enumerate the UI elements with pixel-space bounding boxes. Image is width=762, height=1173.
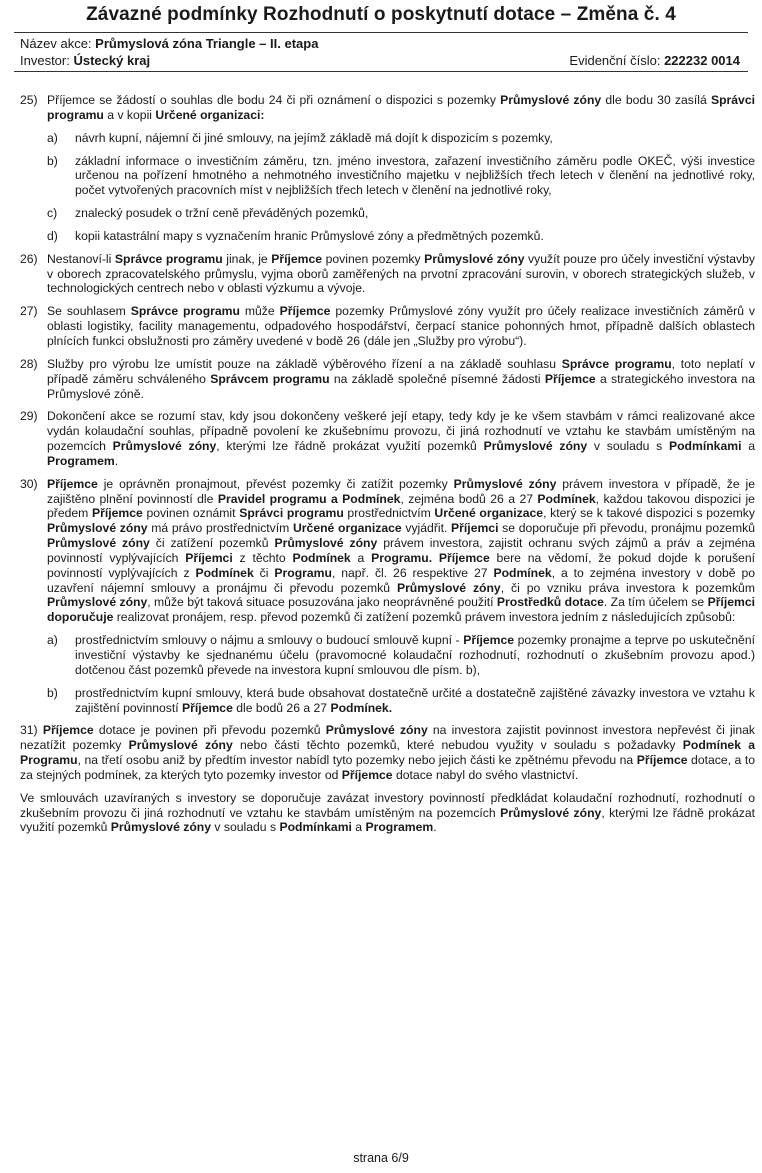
- document-title: Závazné podmínky Rozhodnutí o poskytnutí dotace – Změna č. 4: [86, 4, 676, 25]
- clause-text: [47, 477, 755, 625]
- run-bold: Průmyslové zóny: [47, 595, 148, 610]
- clause-number: 28): [20, 356, 38, 371]
- run-bold: Příjemci doporučuje: [47, 595, 755, 625]
- run-text: z těchto: [232, 550, 293, 565]
- clause-text: a strategického investora na Průmyslové zóně.: [47, 371, 755, 401]
- run-text: , na třetí osobu aniž by předtím investor nabídl tyto pozemky nebo jejich části ke zpětnému převodu na: [77, 753, 637, 768]
- clause-bold: Správce programu: [114, 251, 223, 266]
- clause-text: Dokončení akce se rozumí stav, kdy jsou dokončeny veškeré její etapy, tedy kdy je ke všem stavbám v rámci realizované akce vydán kolaudační souhlas, případně povolení ke zkušebnímu provozu, či jiná rozhodnutí ve vztahu ke stavbám umístěným na pozemcích: [47, 409, 755, 454]
- clause-bold: Podmínkami: [668, 439, 742, 454]
- run-text: má právo prostřednictvím: [147, 521, 293, 536]
- clause-text: a v kopii: [103, 107, 156, 122]
- item-text: základní informace o investičním záměru, tzn. jméno investora, zařazení investičního záměru podle OKEČ, výši investice určenou na pořízení hmotného a nehmotného investičního majetku v nejbližších třech letech v členění na jednotlivé roky, počet vytvořených pracovních míst v nejbližších třech letech v členění na jednotlivé roky,: [75, 153, 755, 198]
- item-text: prostřednictvím smlouvy o nájmu a smlouvy o budoucí smlouvě kupní -: [75, 633, 464, 648]
- run-text: prostřednictvím: [343, 506, 435, 521]
- clause-25-item-a: [20, 131, 755, 146]
- clause-bold: Správci programu: [47, 93, 755, 122]
- clause-text: , kterými lze řádně prokázat využití pozemků: [216, 439, 484, 454]
- clause-number: 29): [20, 409, 38, 424]
- run-text: realizovat pronájem, resp. převod pozemků či zatížení pozemků právem investora jedním z následujících způsobů:: [113, 610, 736, 625]
- evidence-label: Evidenční číslo:: [569, 53, 661, 68]
- run-bold: Podmínek: [195, 565, 254, 580]
- run-bold: Příjemce: [341, 767, 393, 782]
- closing-text: [20, 791, 755, 835]
- clause-text: Služby pro výrobu lze umístit pouze na základě výběrového řízení a na základě souhlasu: [47, 356, 562, 371]
- clause-number: 25): [20, 93, 38, 107]
- item-text: kopii katastrální mapy s vyznačením hranic Průmyslové zóny a předmětných pozemků.: [75, 228, 544, 243]
- clause-29: [20, 409, 755, 468]
- run-bold: Příjemci: [185, 550, 233, 565]
- clause-30-item-b: [20, 686, 755, 716]
- clause-bold: Správce programu: [130, 304, 240, 319]
- clause-number: 31): [20, 723, 38, 738]
- evidence-number: [569, 53, 740, 68]
- run-text: dotace, a to za stejných podmínek, za kterých tyto pozemky investor od: [20, 753, 755, 782]
- run-bold: Určené organizace: [293, 521, 402, 536]
- run-bold: Programu: [274, 565, 332, 580]
- clause-number: 30): [20, 476, 38, 491]
- clause-text: Se souhlasem: [47, 304, 131, 319]
- run-bold: Programem: [365, 820, 434, 835]
- run-bold: Průmyslové zóny: [396, 580, 501, 595]
- run-bold: Průmyslové zóny: [453, 476, 557, 491]
- clause-text: využít pouze pro účely investiční výstavby v oborech zpracovatelského průmyslu, vyjma oborů zaměřených na prvotní zpracování surovin, v oborech strategických služeb, v technologických centrech nebo v oblasti výzkumu a vývoje.: [47, 251, 755, 296]
- clause-text: , toto neplatí v případě záměru schváleného: [47, 356, 755, 386]
- clause-text: může: [239, 304, 280, 319]
- run-bold: Příjemce: [92, 506, 143, 521]
- run-bold: Průmyslové zóny: [110, 820, 212, 835]
- clause-bold: Správce programu: [561, 356, 672, 371]
- run-text: vyjádřit.: [401, 521, 452, 536]
- closing-paragraph: [20, 791, 755, 836]
- run-text: a: [351, 820, 366, 835]
- run-text: , zejména bodů 26 a 27: [400, 491, 538, 506]
- run-bold: Podmínek: [493, 565, 552, 580]
- run-text: , či po vzniku práva investora k pozemkům: [500, 580, 755, 595]
- run-bold: Podmínek a Programu: [20, 738, 756, 768]
- run-text: či zatížení pozemků: [149, 536, 275, 551]
- item-text: návrh kupní, nájemní či jiné smlouvy, na jejímž základě má dojít k dispozicím s pozemky,: [75, 130, 553, 145]
- clause-31: [20, 723, 755, 782]
- investor-row: [20, 53, 740, 68]
- run-text: a: [350, 550, 372, 565]
- clause-number: 26): [20, 251, 38, 266]
- item-label: b): [47, 685, 58, 700]
- run-text: právem investora, zajistit ochranu svých zájmů a práv a zejména povinností vyplývajících: [47, 536, 755, 565]
- clause-text: Nestanoví-li: [47, 251, 115, 266]
- clause-25: [20, 93, 755, 123]
- run-bold: Programu. Příjemce: [371, 550, 490, 565]
- run-bold: Příjemci: [451, 521, 499, 536]
- run-bold: Správci programu: [239, 506, 344, 521]
- item-label: c): [47, 206, 58, 221]
- run-text: .: [433, 820, 437, 835]
- run-text: v souladu s: [211, 820, 280, 835]
- clause-25-item-b: [20, 154, 755, 199]
- clause-bold: Příjemce: [271, 251, 323, 266]
- run-text: bere na vědomí, že pokud dojde k porušení povinností vyplývajících z: [47, 550, 755, 580]
- item-text: dle bodů 26 a 27: [232, 700, 331, 715]
- run-bold: Pravidel programu a Podmínek: [217, 491, 401, 506]
- investor-label: Investor:: [20, 53, 70, 68]
- clause-28: [20, 357, 755, 402]
- clause-bold: Příjemce: [544, 371, 596, 386]
- item-label: d): [47, 228, 58, 243]
- run-text: , může být taková situace posuzována jako neoprávněné použití: [147, 595, 497, 610]
- item-label: b): [47, 153, 58, 168]
- clause-text: a: [741, 439, 755, 454]
- run-bold: Průmyslové zóny: [128, 738, 233, 753]
- run-bold: Průmyslové zóny: [274, 536, 378, 551]
- run-bold: Příjemce: [636, 753, 688, 768]
- run-text: , kterými lze řádně prokázat využití pozemků: [20, 805, 755, 835]
- run-text: dotace je povinen při převodu pozemků: [93, 723, 326, 738]
- clause-30: [20, 477, 755, 625]
- run-text: Ve smlouvách uzavíraných s investory se doporučuje zavázat investory povinností předkládat kolaudační rozhodnutí, rozhodnutí o zkušebním provozu či jiná rozhodnutí ve vztahu ke stavbám umístěným na pozemcích: [20, 790, 755, 820]
- clause-bold: Příjemce: [279, 304, 331, 319]
- run-text: nebo části těchto pozemků, které nebudou využity v souladu s požadavky: [232, 738, 683, 753]
- run-bold: Podmínek: [537, 491, 596, 506]
- clause-25-item-c: [20, 206, 755, 221]
- item-bold: Podmínek.: [330, 700, 393, 715]
- clause-bold: Programem: [47, 453, 115, 468]
- run-text: , a to zejména investory v době po uzavření nájemní smlouvy a pronájmu či převodu pozemků: [47, 565, 755, 595]
- clause-bold: Správcem programu: [210, 371, 330, 386]
- clause-bold: Průmyslové zóny: [112, 439, 217, 454]
- run-text: , který se k takové dispozici s pozemky: [543, 506, 755, 521]
- document-body: [20, 93, 755, 843]
- run-text: či: [253, 565, 275, 580]
- action-row: [20, 36, 740, 51]
- item-label: a): [47, 633, 58, 648]
- item-text: prostřednictvím kupní smlouvy, která bude obsahovat dostatečně určité a dostatečně zajištěné závazky investora ve vztahu k zajištění povinností: [75, 685, 755, 715]
- clause-text: Příjemce se žádostí o souhlas dle bodu 24 či při oznámení o dispozici s pozemky: [47, 93, 501, 107]
- run-bold: Podmínkami: [279, 820, 352, 835]
- run-bold: Průmyslové zóny: [325, 723, 428, 738]
- clause-26: [20, 252, 755, 297]
- clause-bold: Průmyslové zóny: [500, 93, 602, 107]
- item-label: a): [47, 130, 58, 145]
- action-value: Průmyslová zóna Triangle – II. etapa: [95, 36, 319, 51]
- run-text: právem investora v případě, že je zajištěno plnění povinností dle: [47, 476, 755, 506]
- clause-text: na základě společné písemné žádosti: [329, 371, 545, 386]
- clause-number: 27): [20, 304, 38, 319]
- run-bold: Průmyslové zóny: [47, 536, 150, 551]
- run-bold: Určené organizace: [434, 506, 544, 521]
- evidence-value: 222232 0014: [664, 53, 740, 68]
- clause-bold: Určené organizaci:: [155, 107, 265, 122]
- run-bold: Příjemce: [47, 476, 98, 491]
- investor-value: Ústecký kraj: [73, 53, 151, 68]
- item-bold: Příjemce: [182, 700, 233, 715]
- clause-text: pozemky Průmyslové zóny využít pro účely realizace investičních záměrů v oblasti logistiky, facility managementu, odpadového hospodářství, čerpací stanice pohonných hmot, případně dalších oblastech plnících funkci obslužnosti pro záměry uvedené v bodě 26 (dále jen „Služby pro výrobu“).: [47, 304, 755, 348]
- run-text: na investora zajistit povinnost investora nepřevést či jinak nezatížit pozemky: [20, 723, 756, 753]
- run-bold: Průmyslové zóny: [47, 521, 148, 536]
- clause-30-item-a: [20, 633, 755, 678]
- page-number: strana 6/9: [353, 1151, 409, 1165]
- item-bold: Příjemce: [463, 633, 515, 648]
- run-text: je oprávněn pronajmout, převést pozemky či zatížit pozemky: [97, 476, 454, 491]
- clause-bold: Průmyslové zóny: [483, 439, 588, 454]
- run-bold: Průmyslové zóny: [500, 805, 602, 820]
- clause-text: povinen pozemky: [322, 251, 425, 266]
- run-text: , např. čl. 26 respektive 27: [331, 565, 494, 580]
- clause-bold: Průmyslové zóny: [424, 251, 525, 266]
- clause-text: [20, 723, 755, 782]
- item-text: pozemky pronajme a teprve po uskutečnění investiční výstavby ke sjednanému účelu (pravomocné kolaudační rozhodnutí, rozhodnutí o zkušebním provozu apod.) dotčenou část pozemků převede na investora kupní smlouvou dle písm. b),: [75, 633, 755, 677]
- run-text: povinen oznámit: [142, 506, 240, 521]
- run-text: dotace nabyl do svého vlastnictví.: [392, 767, 579, 782]
- run-text: , každou takovou dispozici je předem: [47, 491, 755, 521]
- header-rule-bottom: [14, 71, 748, 72]
- clause-27: [20, 304, 755, 349]
- clause-text: dle bodu 30 zasílá: [601, 93, 711, 107]
- action-label: Název akce:: [20, 36, 92, 51]
- clause-25-item-d: [20, 229, 755, 244]
- clause-text: .: [114, 453, 119, 468]
- item-text: znalecký posudek o tržní ceně převáděných pozemků,: [75, 206, 369, 221]
- header-rule-top: [14, 32, 748, 33]
- run-bold: Příjemce: [42, 723, 94, 738]
- clause-text: v souladu s: [587, 439, 669, 454]
- run-text: . Za tím účelem se: [603, 595, 708, 610]
- run-bold: Podmínek: [292, 550, 351, 565]
- run-bold: Prostředků dotace: [496, 595, 604, 610]
- run-text: se doporučuje při převodu, pronájmu pozemků: [498, 521, 755, 536]
- clause-text: jinak, je: [222, 251, 272, 266]
